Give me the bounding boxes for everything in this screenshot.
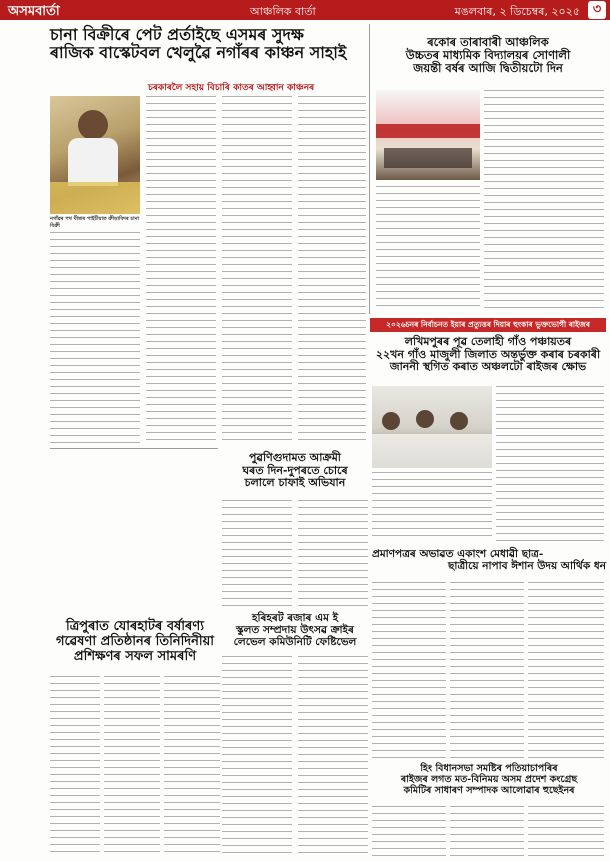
story1-body-col1 [50, 232, 140, 444]
election-banner: ২০২৬চনৰ নিৰ্বাচনত ইয়াৰ প্ৰত্যুত্তৰ দিয়াৰ হুংকাৰ ভুক্তভোগী ৰাইজৰ [370, 318, 606, 332]
story1-body-col2 [146, 96, 216, 444]
story3-headline [370, 336, 606, 374]
story4-headline-line3: চলালে চাফাই অভিযান [244, 476, 346, 490]
section-title: আঞ্চলিক বাৰ্তা [250, 5, 316, 18]
story3-headline-line3: জাননী স্থগিত কৰাত অঞ্চলটো ৰাইজৰ ক্ষোভ [389, 360, 587, 374]
story4-body-col1 [222, 500, 292, 610]
story7-body-col2 [298, 656, 368, 856]
issue-date: মঙলবাৰ, ২ ডিচেম্বৰ, ২০২৫ [454, 5, 580, 18]
story1-headline [50, 26, 366, 63]
story1-body-col3 [222, 96, 292, 444]
page-header-bar [0, 0, 610, 20]
story5-body-col1 [372, 582, 446, 758]
story5-headline-line2: ছাত্ৰীয়ে নাপাব ঈশান উদয় আৰ্থিক ধন [448, 560, 606, 573]
story8-headline-line2: ৰাইজৰ লগত মত-বিনিময় অসম প্ৰদেশ কংগ্ৰেছ [400, 773, 578, 785]
story3-headline-line1: লখিমপুৰৰ পূৱ তেলাহী গাঁও পঞ্চায়তৰ [404, 335, 572, 348]
story8-headline-line1: হিং বিধানসভা সমষ্টিৰ পতিয়াচাপৰিৰ [420, 763, 558, 774]
story6-headline [50, 620, 220, 665]
story8-headline [372, 764, 606, 797]
column-divider [369, 24, 370, 314]
story8-body-col1 [372, 806, 446, 856]
story6-headline-line1: ত্ৰিপুৰাত যোৰহাটৰ বৰ্ষাৰণ্য [66, 619, 204, 634]
story2-headline-line3: জয়ন্তী বৰ্ষৰ আজি দ্বিতীয়টো দিন [413, 61, 563, 76]
story3-photo [372, 386, 492, 468]
story1-headline-line2: ৰাজিক বাস্কেটবল খেলুৱৈ নগাঁৰৰ কাঞ্চন সাহাই [50, 43, 347, 63]
story6-headline-line2: গৱেষণা প্ৰতিষ্ঠানৰ তিনিদিনীয়া [55, 633, 215, 649]
story1-caption: নগাঁৱৰ পথ ঘীন্নাৰ পাইচীয়াত ক্ৰীড়াবিদৰ চানা বিক্ৰী [50, 216, 140, 229]
story3-headline-line2: ২২খন গাঁও মাজুলী জিলাত অন্তৰ্ভুক্ত কৰাৰ চৰকাৰী [375, 347, 601, 361]
story8-body-col3 [528, 806, 604, 856]
story2-headline-line1: ৰকোৰ তাৰাবাৰী আঞ্চলিক [427, 35, 549, 49]
story6-headline-line3: প্ৰশিক্ষণৰ সফল সামৰণি [73, 648, 197, 664]
story8-headline-line3: কমিটিৰ সাধাৰণ সম্পাদক আলোৱাৰ হুছেইনৰ [403, 784, 575, 796]
story5-body-col3 [528, 582, 604, 758]
story1-subhead: চৰকাৰলৈ সহায় বিচাৰি কাতৰ আহ্বান কাঞ্চনৰ [148, 83, 315, 93]
story6-body-col2 [104, 676, 160, 856]
story1-body-col4 [298, 96, 366, 444]
story7-headline-line1: হৰিহৰট ৰজাৰ এম ই [251, 612, 339, 624]
story7-headline [222, 612, 368, 648]
story2-headline [372, 36, 604, 76]
story2-headline-line2: উচ্চতৰ মাধ্যমিক বিদ্যালয়ৰ সোণালী [405, 48, 571, 63]
story7-headline-line2: স্কুলত সম্প্ৰদায় উৎসৱ ক্ৰাইৰ [236, 624, 354, 637]
section-divider [50, 448, 218, 449]
story1-headline-line1: চানা বিক্ৰীৰে পেট প্ৰৰ্তাইছে এসমৰ সুদক্ষ [50, 25, 304, 44]
story8-body-col2 [450, 806, 524, 856]
story6-body-col3 [164, 676, 220, 856]
story5-headline-line1: প্ৰমাণপত্ৰৰ অভাৱত একাংশ মেধাৱী ছাত্ৰ- [372, 548, 544, 560]
story3-body-col2 [496, 386, 604, 542]
story4-headline [222, 452, 368, 490]
story2-photo [376, 90, 480, 180]
story6-body-col1 [50, 676, 100, 856]
masthead-logo: অসমবাৰ্তা [8, 4, 60, 19]
story2-body-col2 [376, 186, 480, 310]
story2-body-col1 [484, 90, 604, 310]
story5-body-col2 [450, 582, 524, 758]
story7-body-col1 [222, 656, 292, 856]
story5-headline [372, 548, 606, 572]
story4-headline-line2: ঘৰত দিন-দুপৰতে চোৰে [242, 463, 348, 477]
page-number: ৩ [588, 1, 606, 19]
story1-photo [50, 96, 140, 214]
story3-body-col1 [372, 472, 492, 542]
story7-headline-line3: লেভেল কমিউনিটি ফেষ্টিভেল [233, 636, 357, 649]
story4-body-col2 [298, 500, 368, 610]
story4-headline-line1: পুৱণিগুদামত আক্ৰমী [249, 451, 341, 464]
